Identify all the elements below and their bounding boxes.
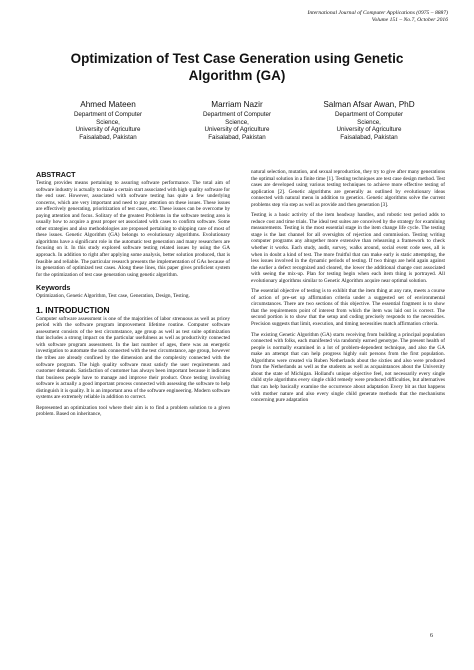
author-block [299, 100, 439, 141]
keywords-heading: Keywords [36, 283, 71, 293]
left-column [36, 169, 230, 418]
page-number: 6 [430, 633, 433, 639]
author-name: Ahmed Mateen [80, 100, 136, 109]
author-location: Faisalabad, Pakistan [340, 133, 398, 141]
introduction-paragraph: Represented an optimization tool where their aim is to find a problem solution to a given problem. Based on inheritance, [36, 404, 230, 418]
author-location: Faisalabad, Pakistan [208, 133, 266, 141]
author-university: University of Agriculture [75, 126, 141, 133]
abstract-heading: ABSTRACT [36, 170, 76, 179]
body-paragraph: Testing is a basic activity of the item headway handles, and robotic test period adds to reduce cost and time trials. The ideal test suites are conceived by the strategy for examining measurements. Testing is the most essential stage in the item change life cycle. The testing stage is the last channel for all oversights of rejection and commission. Testing writing computer programs any altogether more extensive than rehearsing a framework to check whether it works. Each study, audit, survey, walks around, social event code sees, all is when in doubt a kind of test. The more fruitful that can make early is static attempting, the less issues involved in the dynamic periods of testing. If two things are held again against the earlier a defect recognized and cleared, the lower the additional change cost associated with seeing the mix-up. Plan for testing begin when each item thing is portrayed. All evolutionary algorithms similar to Genetic Algorithm acquire near optimal solution. [251, 212, 445, 284]
journal-header [188, 10, 448, 24]
journal-name: International Journal of Computer Applications (0975 – 8887) [307, 10, 448, 16]
paper-title-line-2: Algorithm (GA) [188, 68, 286, 83]
author-university: University of Agriculture [336, 126, 402, 133]
paper-title [30, 50, 444, 84]
author-dept: Department of Computer [202, 111, 272, 118]
author-dept-2: Science, [357, 118, 381, 126]
author-block [167, 100, 307, 141]
body-paragraph: The existing Genetic Algorithm (GA) starts receiving from building a principal population connected with folks, each manifested via randomly earned genotype. The present health of people is normally examined in a lot of problem-dependent technique, and also the GA make an attempt that can help progress highly suit persons from the first population. Algorithms were created via Ruben Netherlands about the sixties and also were produced from the Netherlands as well as the students as well as acquaintances about the University about the state of Michigan. Holland's unique objective feel, not necessarily every single child style algorithms every single child remedy were produced difficulties, but alternatives that can help basically examine the occurrence about adaptation Every bit as that happens with mother nature and also every single child generate methods that the mechanisms concerning pure adaptation [251, 331, 445, 404]
author-dept-2: Science, [225, 118, 249, 126]
introduction-heading: 1. INTRODUCTION [36, 304, 110, 315]
introduction-paragraph: Computer software assessment is one of the majorities of labor strenuous as well as pricey period with the software program improvement lifetime routine. Computer software assessment consists of the test circumstance, age group as well as test suite optimization that includes a strong impact on the particular usefulness as well as productivity connected with software program assessment. In the last number of ages, there was an energetic investigation to automate the task connected with the test circumstance, age group, however the tribes are already confined by the dimension and the complexity connected with the software program. The high quality software must satisfy the user requirements and customer demands. Satisfaction of customer has always been important because it indicates that business people have to manage and improve their product. Once testing involving software is actually a good important process connected with assessing the software to help distinguish it is quality. It is an important area of the software engineering. Modern software systems are extremely reliable in addition to correct. [36, 315, 230, 401]
author-location: Faisalabad, Pakistan [79, 133, 137, 141]
right-column [251, 169, 445, 404]
body-paragraph: natural selection, mutation, and sexual reproduction, they try to give after many generations the optimal solution in a finite time [1]. Testing techniques are test case design method. Test cases are developed using various testing techniques to achieve more effective testing of application [2]. Genetic algorithms are generally as outlined by evolutionary ideas connected with natural menu in addition to genetics. Genetic algorithms solve the current problems step via step as well as provide and then generation [3]. [251, 169, 445, 208]
paper-title-line-1: Optimization of Test Case Generation using Genetic [70, 51, 404, 66]
author-name: Marriam Nazir [211, 100, 263, 109]
author-dept: Department of Computer [334, 111, 404, 118]
keywords-text: Optimization, Genetic Algorithm, Test case, Generation, Design, Testing. [36, 293, 190, 300]
author-name: Salman Afsar Awan, PhD [323, 100, 415, 109]
author-block [38, 100, 178, 141]
abstract-text: Testing provides means pertaining to assuring software performance. The total aim of software industry is actually to make a certain start associated with high quality software for the end user. However, associated with software testing has quite a few underlying concerns, which are very important and need to pay attention on these issues. These issues are effectively generating, prioritization of test cases, etc. These issues can be overcome by paying attention and focus. Solitary of the greatest Problems in the software testing area is usually how to acquire a great proper set associated with cases to confirm software. Some other strategies and also methodologies are proposed pertaining to shipping care of most of these issues. Genetic Algorithm (GA) belongs to evolutionary algorithms. Evolutionary algorithms have a significant role in the automatic test generation and many researchers are focusing on it. In this study explored software testing related issues by using the GA approach. In addition to right after applying some analysis, better solution produced, that is feasible and reliable. The particular research presents the implementation of GAs because of its generation of optimized test cases. Along these lines, this paper gives proficient system for the optimization of test case generation using genetic algorithm. [36, 180, 230, 278]
author-dept: Department of Computer [73, 111, 143, 118]
author-dept-2: Science, [96, 118, 120, 126]
body-paragraph: The essential objective of testing is to exhibit that the item thing at any rate, meets a course of action of pre-set up affirmation criteria under a suggested set of environmental circumstances. There are two sections of this objective. The essential fragment is to show that the requirements point of interest from which the item was laid out is correct. The second portion is to show that the setup and coding precisely responds to the necessities. Precision suggests that limit, execution, and timing necessities match affirmation criteria. [251, 288, 445, 328]
journal-volume: Volume 151 – No.7, October 2016 [371, 17, 448, 23]
author-university: University of Agriculture [204, 126, 270, 133]
